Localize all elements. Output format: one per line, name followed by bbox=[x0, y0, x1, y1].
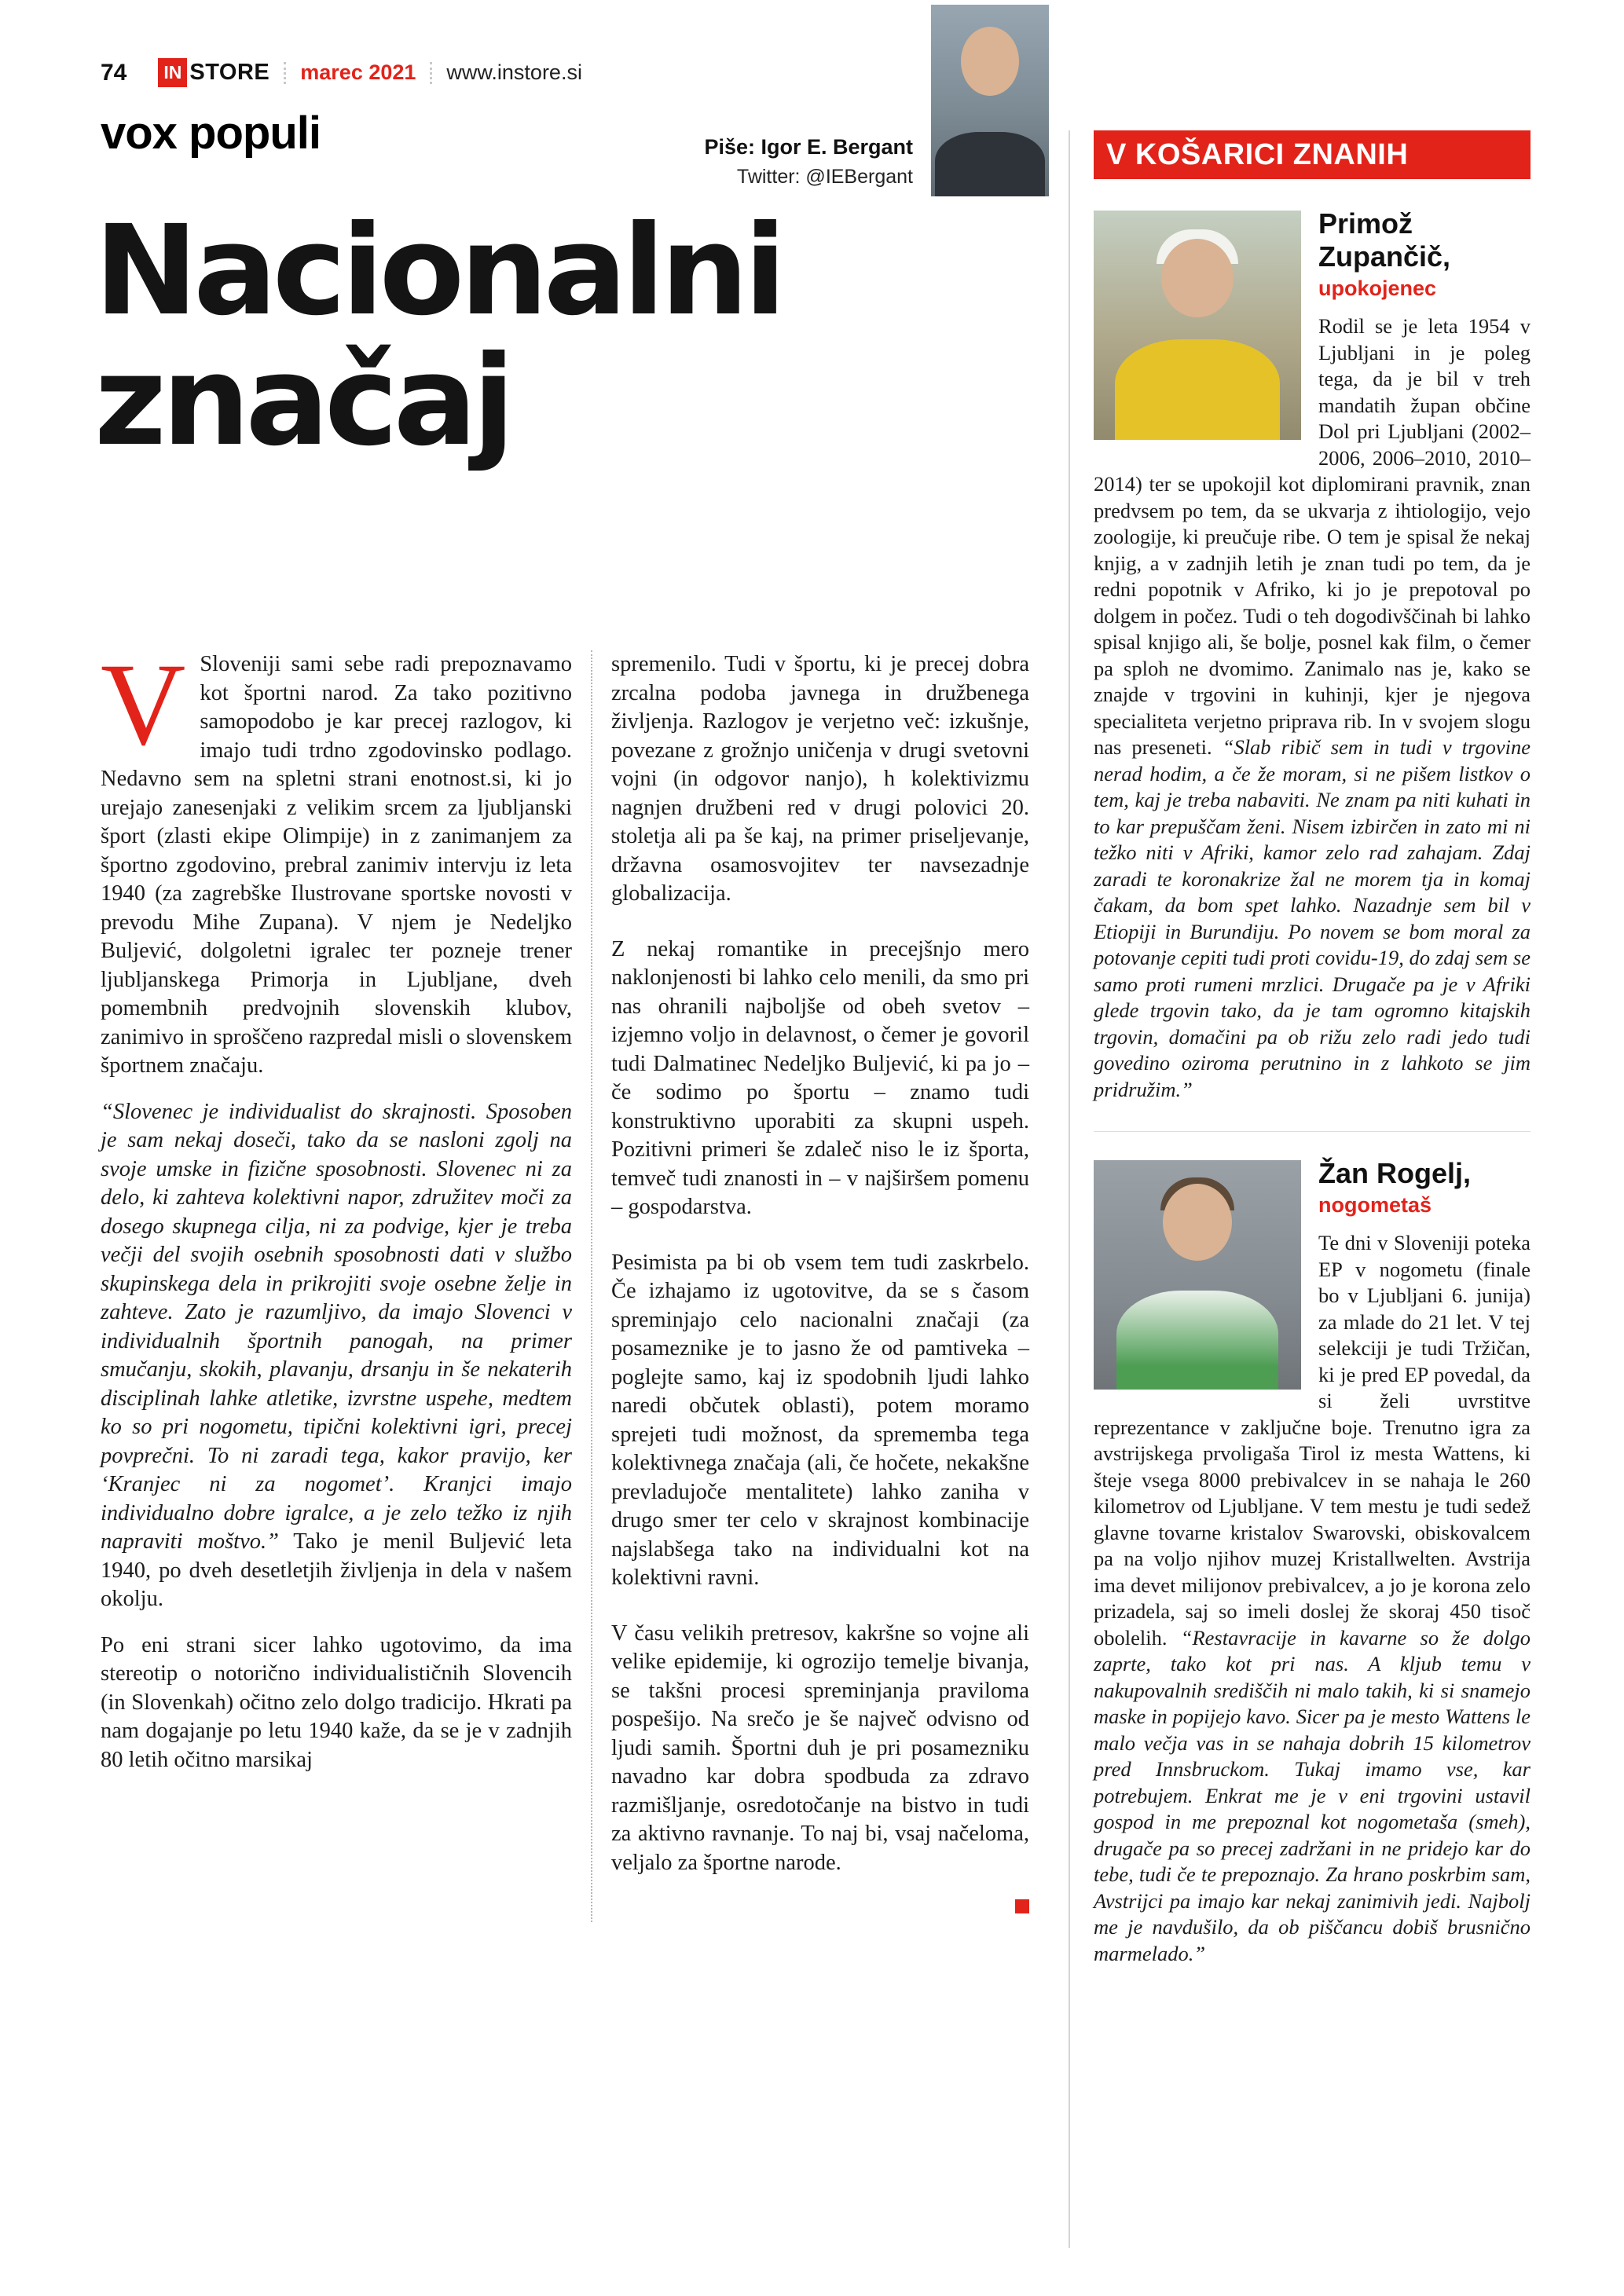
quote-text: “Slovenec je individualist do skrajnosti. Sposoben je sam nekaj doseči, tako da se nasloni zgolj na svoje umske in fizične sposobnosti. Slovenec ni za delo, ki zahteva kolektivni napor, združitev moči za dosego skupnega cilja, ni za podvige, kjer je treba večji del svojih osebnih sposobnosti dati v službo skupinskega dela in prikrojiti svoje osebne želje in zahteve. Zato je razumljivo, da imajo Slovenci v individualnih športnih panogah, na primer smučanju, skokih, plavanju, drsanju in še nekaterih disciplinah lahke atletike, izvrstne uspehe, medtem ko so pri nogometu, tipični kolektivni igri, precej povprečni. To ni zaradi tega, kakor pravijo, ker ‘Kranjec ni za nogomet’. Kranjci imajo individualno dobre igralce, a je zelo težko iz njih napraviti moštvo.” bbox=[101, 1099, 572, 1554]
end-of-article-row bbox=[611, 1893, 1029, 1922]
photo-head-silhouette bbox=[1163, 1184, 1232, 1261]
article-column-right bbox=[591, 650, 1029, 1922]
photo-torso-silhouette bbox=[1116, 1291, 1278, 1390]
profile-rogelj bbox=[1094, 1131, 1531, 1967]
author-photo bbox=[931, 5, 1049, 196]
author-twitter: Twitter: @IEBergant bbox=[736, 166, 913, 188]
profile-role: upokojenec bbox=[1318, 276, 1437, 300]
profile-name: Primož Zupančič, bbox=[1318, 207, 1451, 273]
profile-intro: Te dni v Sloveniji poteka EP v nogometu (finale bo v Ljubljani 6. junija) za mlade do 21 let. V tej selekciji je tudi Tržičan, ki je pred EP povedal, da si želi uvrstitve reprezentance v zaključne boje. Trenutno igra za avstrijskega prvoligaša Tirol iz mesta Wattens, ki šteje vsega 8000 prebivalcev in se nahaja le 260 kilometrov od Ljubljane. V tem mestu je tudi sedež glavne tovarne kristalov Swarovski, obiskovalcem pa na voljo njihov muzej Kristallwelten. Avstrija ima devet milijonov prebivalcev, a jo je korona zelo prizadela, saj so imeli doslej že skoraj 450 tisoč obolelih. bbox=[1094, 1231, 1531, 1650]
article-headline bbox=[94, 199, 783, 474]
article-quote-paragraph bbox=[101, 1098, 572, 1614]
profile-photo-rogelj bbox=[1094, 1160, 1301, 1390]
article-paragraph: Z nekaj romantike in precejšnjo mero naklonjenosti bi lahko celo menili, da smo pri nas ohranili najboljše od obeh svetov – izjemno voljo in delavnost, o čemer je govoril tudi Dalmatinec Nedeljko Buljević, ki pa jo – če sodimo po športu – znamo tudi konstruktivno uporabiti za skupni uspeh. Pozitivni primeri še zdaleč niso le iz športa, temveč tudi znanosti in – v najširšem pomenu – gospodarstva. bbox=[611, 936, 1029, 1219]
vertical-divider bbox=[1069, 130, 1070, 2248]
article-paragraph: Po eni strani sicer lahko ugotovimo, da ima stereotip o notorično individualističnih Slovencih (in Slovenkah) očitno zelo dolgo tradicijo. Hkrati pa nam dogajanje po letu 1940 kaže, da se je v zadnjih 80 letih očitno marsikaj bbox=[101, 1632, 572, 1772]
instore-logo-in-icon: IN bbox=[158, 58, 187, 87]
photo-torso-silhouette bbox=[935, 132, 1045, 196]
photo-head-silhouette bbox=[1161, 239, 1234, 317]
article-column-left bbox=[101, 639, 572, 1792]
byline bbox=[550, 135, 913, 189]
article-paragraph bbox=[101, 639, 572, 1081]
paragraph-text: Tako je menil Buljević leta 1940, po dveh desetletjih življenja in dela v našem okolju. bbox=[101, 1529, 572, 1611]
photo-head-silhouette bbox=[961, 27, 1019, 96]
article-paragraph: Pesimista pa bi ob vsem tem tudi zaskrbelo. Če izhajamo iz ugotovitve, da se s časom spreminjajo celo nacionalni značaji (za posameznike je to jasno že od pamtiveka – poglejte samo, kaj iz spodobnih ljudi lahko naredi občutek oblasti), potem moramo sprejeti tudi možnost, da sprememba tega kolektivnega značaja (ali, če hočete, nekakšne prevladujoče mentalitete) lahko zaniha v drugo smer ter celo v skrajnost kombinacije najslabšega tako na individualni kot na kolektivni ravni. bbox=[611, 1250, 1029, 1590]
instore-logo-store: STORE bbox=[189, 60, 270, 85]
page-header bbox=[101, 58, 582, 87]
profile-photo-zupancic bbox=[1094, 211, 1301, 440]
profile-role: nogometaš bbox=[1318, 1193, 1432, 1217]
sidebar-title-banner: V KOŠARICI ZNANIH bbox=[1094, 130, 1531, 179]
profile-quote: “Slab ribič sem in tudi v trgovine nerad hodim, a če že moram, si ne pišem listkov o tem, kaj je treba nabaviti. Ne znam pa niti kuhati in to kar prepuščam ženi. Nisem izbirčen in zato mi ni težko niti v Afriki, kamor zelo rad zahajam. Zdaj zaradi te koronakrize žal ne morem tja in komaj čakam, da bom spet lahko. Nazadnje sem bil v Etiopiji in Burundiju. Po novem se bom moral za potovanje cepiti tudi proti covidu-19, do zdaj sem se samo proti rumeni mrzlici. Drugače pa je v Afriki glede trgovin tako, da je tam ogromno kitajskih trgovin, domačini pa ob rižu zelo radi jedo tudi govedino oziroma perutnino in z lahkoto se jim pridružim.” bbox=[1094, 735, 1531, 1101]
instore-logo bbox=[158, 58, 269, 87]
header-divider bbox=[430, 62, 432, 84]
profile-zupancic bbox=[1094, 206, 1531, 1103]
article-paragraph: V času velikih pretresov, kakršne so vojne ali velike epidemije, ki ogrozijo temelje bivanja, se takšni procesi spreminjanja praviloma pospešijo. Na srečo je še največ odvisno od ljudi samih. Športni duh je pri posamezniku navadno kar dobra spodbuda za zdravo razmišljanje, osredotočanje na bistvo in tudi za aktivno ravnanje. To naj bi, vsaj načeloma, veljalo za športne narode. bbox=[611, 1620, 1029, 1875]
author-name: Piše: Igor E. Bergant bbox=[704, 135, 913, 159]
page-number: 74 bbox=[101, 59, 127, 86]
website-url: www.instore.si bbox=[446, 60, 582, 84]
end-of-article-marker bbox=[1015, 1899, 1029, 1913]
column-title: vox populi bbox=[101, 108, 321, 159]
photo-torso-silhouette bbox=[1115, 339, 1280, 440]
headline-line-2: značaj bbox=[94, 329, 511, 474]
header-divider bbox=[284, 62, 286, 84]
article-paragraph: spremenilo. Tudi v športu, ki je precej dobra zrcalna podoba javnega in družbenega življenja. Razlogov je verjetno več: izkušnje, povezane z grožnjo uničenja v drugi svetovni vojni (in odgovor nanjo), h kolektivizmu nagnjen družbeni red v drugi polovici 20. stoletja ali pa še kaj, na primer priseljevanje, državna osamosvojitev ter navsezadnje globalizacija. bbox=[611, 652, 1029, 906]
profile-intro: Rodil se je leta 1954 v Ljubljani in je poleg tega, da je bil v treh mandatih župan občine Dol pri Ljubljani (2002–2006, 2006–2010, 2010–2014) ter se upokojil kot diplomirani pravnik, znan predvsem po tem, da se ukvarja z ihtiologijo, vejo zoologije, ki preučuje ribe. O tem je spisal že nekaj knjig, a v zadnjih letih je znan tudi po tem, da je redni popotnik v Afriko, ki jo je prepotoval po dolgem in počez. Tudi o teh dogodivščinah bi lahko spisal knjigo ali, še bolje, posnel kak film, o čemer pa sploh ne dvomimo. Zanimalo nas je, kako se znajde v trgovini in kuhinji, kjer je njegova specialiteta verjetno priprava rib. In v svojem slogu nas preseneti. bbox=[1094, 314, 1531, 759]
article-body bbox=[101, 639, 1050, 1922]
profile-quote: “Restavracije in kavarne so že dolgo zaprte, tako kot pri nas. A kljub temu v nakupovalnih središčih ni malo takih, ki si snamejo maske in popijejo kavo. Sicer pa je mesto Wattens le malo večja vas in se nahaja dobrih 15 kilometrov pred Innsbruckom. Tukaj imamo vse, kar potrebujem. Enkrat me je v eni trgovini ustavil gospod in me prepoznal kot nogometaša (smeh), drugače pa so precej zadržani in ne pridejo kar do tebe, tudi če te prepoznajo. Za hrano poskrbim sam, Avstrijci pa imajo kar nekaj zanimivih jedi. Najbolj me je navdušilo, da ob piščancu dobiš brusnično marmelado.” bbox=[1094, 1625, 1531, 1965]
profile-name: Žan Rogelj, bbox=[1318, 1157, 1472, 1189]
sidebar bbox=[1094, 130, 1531, 1967]
paragraph-text: Sloveniji sami sebe radi prepoznavamo kot športni narod. Za tako pozitivno samopodobo je kar precej razlogov, ki imajo tudi trdno zgodovinsko podlago. Nedavno sem na spletni strani enotnost.si, ki jo urejajo zanesenjaki z velikim srcem za ljubljanski šport (zlasti ekipe Olimpije) in z zanimanjem za športno zgodovino, prebral zanimiv intervju iz leta 1940 (za zagrebške Ilustrovane sportske novosti v prevodu Mihe Zupana). V njem je Nedeljko Buljević, dolgoletni igralec ter pozneje trener ljubljanskega Primorja in Ljubljane, dveh pomembnih predvojnih slovenskih klubov, zanimivo in sproščeno razpredal misli o slovenskem športnem značaju. bbox=[101, 652, 572, 1078]
drop-cap: V bbox=[101, 639, 186, 770]
headline-line-1: Nacionalni bbox=[94, 199, 783, 343]
issue-date: marec 2021 bbox=[300, 60, 416, 84]
